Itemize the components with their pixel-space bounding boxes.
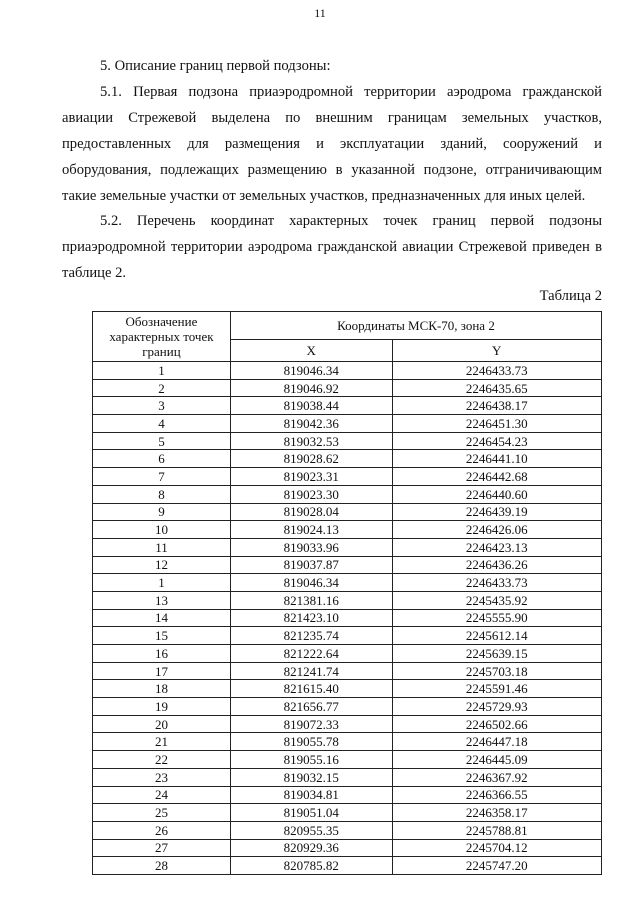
table-row: [93, 839, 602, 857]
point-id: 28: [93, 857, 231, 875]
point-id: 26: [93, 821, 231, 839]
table-row: [93, 768, 602, 786]
coord-x: 819051.04: [230, 804, 392, 822]
header-y: Y: [392, 339, 602, 361]
header-x: X: [230, 339, 392, 361]
coord-y: 2246358.17: [392, 804, 602, 822]
coord-x: 819055.16: [230, 751, 392, 769]
table-row: [93, 415, 602, 433]
coord-x: 821656.77: [230, 698, 392, 716]
coord-y: 2246367.92: [392, 768, 602, 786]
point-id: 12: [93, 556, 231, 574]
coord-x: 819034.81: [230, 786, 392, 804]
point-id: 27: [93, 839, 231, 857]
coord-y: 2246366.55: [392, 786, 602, 804]
coord-x: 819032.53: [230, 432, 392, 450]
table-body: [93, 362, 602, 875]
section-heading: 5. Описание границ первой подзоны:: [100, 58, 331, 74]
coord-x: 819046.34: [230, 362, 392, 380]
coord-x: 821381.16: [230, 591, 392, 609]
coord-x: 819046.92: [230, 379, 392, 397]
point-id: 25: [93, 804, 231, 822]
coord-x: 819037.87: [230, 556, 392, 574]
coord-x: 819028.62: [230, 450, 392, 468]
coord-y: 2246439.19: [392, 503, 602, 521]
coord-y: 2245591.46: [392, 680, 602, 698]
table-row: [93, 680, 602, 698]
table-row: [93, 556, 602, 574]
point-id: 18: [93, 680, 231, 698]
table-row: [93, 450, 602, 468]
point-id: 21: [93, 733, 231, 751]
coord-y: 2246426.06: [392, 521, 602, 539]
point-id: 3: [93, 397, 231, 415]
coord-y: 2245703.18: [392, 662, 602, 680]
point-id: 17: [93, 662, 231, 680]
coord-y: 2246441.10: [392, 450, 602, 468]
coord-y: 2246440.60: [392, 485, 602, 503]
coord-x: 821423.10: [230, 609, 392, 627]
table-row: [93, 821, 602, 839]
coord-x: 819072.33: [230, 715, 392, 733]
coord-x: 819023.31: [230, 468, 392, 486]
coord-y: 2245435.92: [392, 591, 602, 609]
point-id: 1: [93, 362, 231, 380]
table-row: [93, 362, 602, 380]
paragraph-5-1: 5.1. Первая подзона приаэродромной территории аэродрома гражданской авиации Стрежевой выделена по внешним границам земельных участков, предоставленных для размещения и эксплуатации зданий, сооружений и оборудования, подлежащих размещению в указанной подзоне, отграничивающим такие земельные участки от земельных участков, предназначенных для иных целей.: [62, 84, 602, 204]
table-row: [93, 503, 602, 521]
table-row: [93, 609, 602, 627]
point-id: 15: [93, 627, 231, 645]
coord-x: 819046.34: [230, 574, 392, 592]
coord-x: 819038.44: [230, 397, 392, 415]
coord-y: 2246442.68: [392, 468, 602, 486]
coord-x: 819042.36: [230, 415, 392, 433]
table-row: [93, 627, 602, 645]
point-id: 19: [93, 698, 231, 716]
coord-y: 2246502.66: [392, 715, 602, 733]
point-id: 22: [93, 751, 231, 769]
coord-y: 2246435.65: [392, 379, 602, 397]
coord-y: 2246445.09: [392, 751, 602, 769]
coord-y: 2246447.18: [392, 733, 602, 751]
table-row: [93, 857, 602, 875]
coord-x: 819028.04: [230, 503, 392, 521]
table-row: [93, 786, 602, 804]
table-row: [93, 645, 602, 663]
coord-y: 2245555.90: [392, 609, 602, 627]
coord-x: 821222.64: [230, 645, 392, 663]
coord-x: 819024.13: [230, 521, 392, 539]
coord-y: 2246438.17: [392, 397, 602, 415]
point-id: 7: [93, 468, 231, 486]
coord-x: 819055.78: [230, 733, 392, 751]
coord-y: 2246454.23: [392, 432, 602, 450]
coord-x: 821241.74: [230, 662, 392, 680]
point-id: 13: [93, 591, 231, 609]
point-id: 2: [93, 379, 231, 397]
point-id: 6: [93, 450, 231, 468]
table-caption: Таблица 2: [539, 288, 602, 304]
coord-y: 2246433.73: [392, 362, 602, 380]
coord-y: 2245729.93: [392, 698, 602, 716]
coord-x: 820955.35: [230, 821, 392, 839]
point-id: 1: [93, 574, 231, 592]
table-row: [93, 397, 602, 415]
coord-x: 819033.96: [230, 538, 392, 556]
coord-x: 821235.74: [230, 627, 392, 645]
paragraph-5-2: 5.2. Перечень координат характерных точек границ первой подзоны приаэродромной территории аэродрома гражданской авиации Стрежевой приведен в таблице 2.: [62, 213, 602, 281]
header-coordinates: Координаты МСК-70, зона 2: [230, 312, 601, 340]
table-row: [93, 538, 602, 556]
coord-y: 2245788.81: [392, 821, 602, 839]
point-id: 4: [93, 415, 231, 433]
coord-x: 819023.30: [230, 485, 392, 503]
coord-y: 2246436.26: [392, 556, 602, 574]
table-row: [93, 751, 602, 769]
table-row: [93, 485, 602, 503]
table-row: [93, 574, 602, 592]
coord-y: 2246433.73: [392, 574, 602, 592]
coord-x: 819032.15: [230, 768, 392, 786]
point-id: 14: [93, 609, 231, 627]
point-id: 5: [93, 432, 231, 450]
point-id: 10: [93, 521, 231, 539]
coord-y: 2245639.15: [392, 645, 602, 663]
header-points: Обозначение характерных точек границ: [93, 312, 231, 362]
point-id: 16: [93, 645, 231, 663]
point-id: 11: [93, 538, 231, 556]
table-row: [93, 468, 602, 486]
coord-x: 820929.36: [230, 839, 392, 857]
point-id: 24: [93, 786, 231, 804]
table-row: [93, 662, 602, 680]
table-row: [93, 591, 602, 609]
coord-y: 2245704.12: [392, 839, 602, 857]
point-id: 9: [93, 503, 231, 521]
table-row: [93, 432, 602, 450]
coord-x: 820785.82: [230, 857, 392, 875]
coordinates-table: [92, 311, 602, 875]
coord-y: 2245612.14: [392, 627, 602, 645]
point-id: 8: [93, 485, 231, 503]
coord-y: 2246423.13: [392, 538, 602, 556]
table-row: [93, 715, 602, 733]
table-row: [93, 698, 602, 716]
coord-x: 821615.40: [230, 680, 392, 698]
table-row: [93, 733, 602, 751]
point-id: 20: [93, 715, 231, 733]
page-number: 11: [314, 6, 326, 20]
table-row: [93, 804, 602, 822]
table-row: [93, 379, 602, 397]
table-row: [93, 521, 602, 539]
coord-y: 2245747.20: [392, 857, 602, 875]
coord-y: 2246451.30: [392, 415, 602, 433]
point-id: 23: [93, 768, 231, 786]
